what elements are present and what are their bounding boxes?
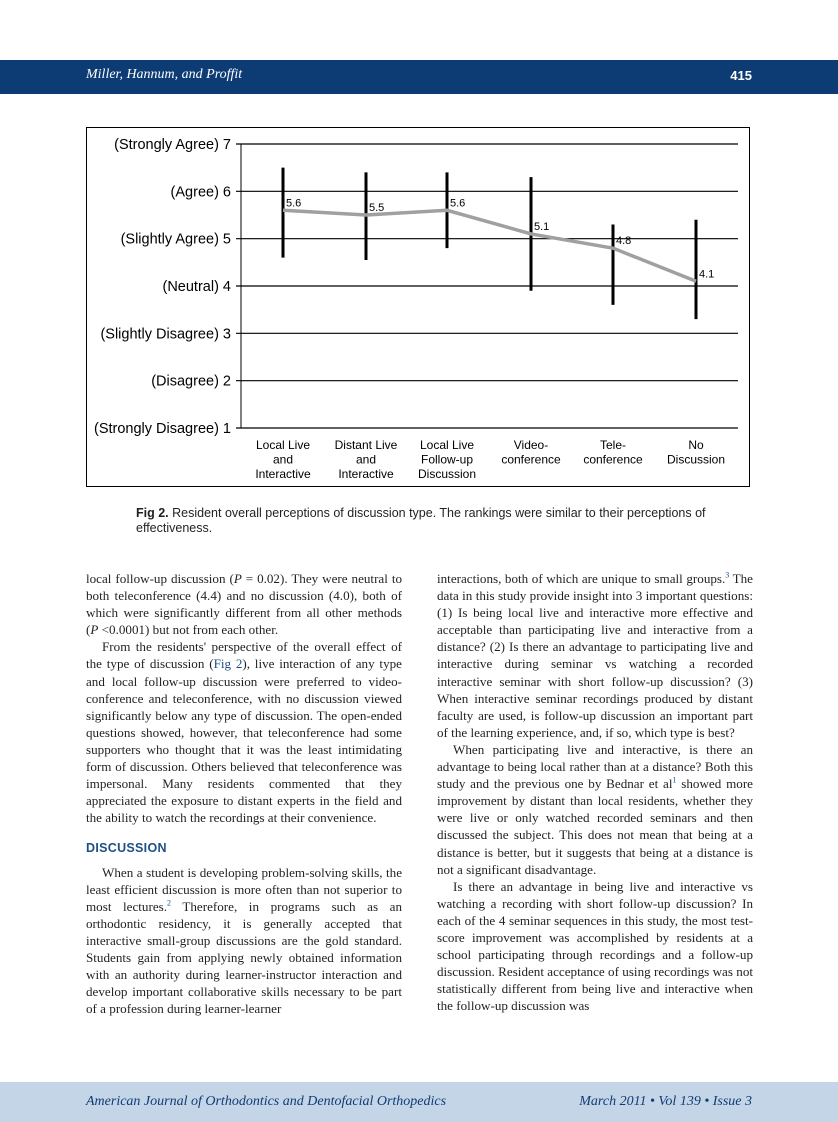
y-tick-label: (Disagree) 2 (151, 373, 231, 390)
x-tick-label: and (355, 452, 377, 467)
citation-link[interactable]: 1 (672, 775, 677, 785)
x-tick-label: Distant Live (334, 438, 398, 452)
paragraph: interactions, both of which are unique to small groups.$^3$ The data in this study provide insight into 3 important questions: (1) Is being local live and interactive more effective and acceptable than participating live and interactive from a distance? (2) Is there an advantage to participating live and interactive during seminar vs watching a recorded interactive seminar with short follow-up discussion? (3) When interactive seminar recordings produced by distant faculty are used, is follow-up discussion an important part of the learning experience, and, if so, which type is best? (437, 570, 753, 740)
left-column (86, 570, 402, 1017)
x-tick-label: Tele- (599, 438, 627, 452)
figure-caption-label: Fig 2. (136, 506, 169, 520)
series-line (283, 210, 696, 281)
x-tick-label: Discussion (666, 452, 726, 467)
data-label: 5.6 (450, 197, 466, 210)
paragraph: Is there an advantage in being live and interactive vs watching a recording with short follow-up discussion? In each of the 4 seminar sequences in this study, the most test-score improvement was accomplished by residents at a school participating through recordings and a follow-up discussion. Resident acceptance of using recordings was not statistically different from being live and interactive when the follow-up discussion was (437, 878, 753, 1014)
x-tick-label: Video- (513, 438, 549, 452)
data-label: 4.1 (699, 268, 715, 281)
x-tick-label: Local Live (255, 438, 311, 452)
x-tick-label: conference (501, 452, 561, 467)
running-header-authors: Miller, Hannum, and Proffit (86, 67, 243, 82)
y-tick-label: (Agree) 6 (170, 184, 231, 201)
x-tick-label: and (272, 452, 294, 467)
x-tick-label: Interactive (338, 467, 394, 481)
section-heading-discussion: DISCUSSION (86, 841, 167, 856)
y-tick-label: (Strongly Agree) 7 (114, 137, 231, 153)
running-footer (0, 1082, 838, 1122)
paragraph: From the residents' perspective of the overall effect of the type of discussion (Fig 2), live interaction of any type and local follow-up discussion were preferred to video-conference and teleconference, with no discussion viewed significantly below any type of discussion. The open-ended questions showed, however, that teleconference had some supporters who thought that it was the least intimidating form of discussion. Others believed that teleconference was impersonal. Many residents commented that they appreciated the exposure to distant experts in the field and the ability to watch the recordings at their convenience. (86, 639, 402, 826)
paragraph: local follow-up discussion (P = 0.02). They were neutral to both teleconference (4.4) and no discussion (4.0), both of which were significantly different from all other methods (P <0.0001) but not from each other. (86, 571, 402, 638)
x-tick-label: No (688, 438, 704, 452)
running-header (0, 60, 838, 94)
data-label: 4.8 (616, 235, 632, 248)
y-tick-label: (Strongly Disagree) 1 (94, 421, 231, 437)
data-label: 5.6 (286, 197, 302, 210)
data-label: 5.1 (534, 220, 550, 233)
x-tick-label: Discussion (417, 467, 477, 481)
citation-link[interactable]: 2 (167, 898, 172, 908)
x-tick-label: conference (583, 452, 643, 467)
paragraph: When participating live and interactive, is there an advantage to being local rather than at a distance? Both this study and the previous one by Bednar et al$^1$ showed more improvement by distant than local residents, whether they were live or only watched recorded seminars and then discussed the subject. This does not mean that being at a distance is better, but it suggests that being at a distance is not a significant disadvantage. (437, 741, 753, 877)
figure-caption-text: Resident overall perceptions of discussion type. The rankings were similar to their perceptions of effectiveness. (136, 506, 706, 535)
right-column (437, 570, 753, 1014)
paragraph: When a student is developing problem-solving skills, the least efficient discussion is more often than not superior to most lectures.$^2$ Therefore, in programs such as an orthodontic residency, it is generally accepted that interactive small-group discussions are the gold standard. Students gain from applying newly obtained information with an authority during learner-instructor interaction and develop important collaborative skills necessary to be part of a profession during learner-learner (86, 864, 402, 1017)
issue-info: March 2011 • Vol 139 • Issue 3 (579, 1094, 752, 1109)
figure-reference-link[interactable]: Fig 2 (213, 656, 243, 672)
page-number: 415 (730, 68, 752, 83)
x-tick-label: Follow-up (420, 452, 474, 467)
figure-2-chart (86, 127, 750, 489)
y-tick-label: (Neutral) 4 (162, 279, 231, 295)
y-tick-label: (Slightly Agree) 5 (120, 231, 231, 248)
y-tick-label: (Slightly Disagree) 3 (100, 326, 231, 343)
citation-link[interactable]: 3 (725, 570, 730, 580)
data-label: 5.5 (369, 202, 385, 214)
x-tick-label: Local Live (419, 438, 475, 452)
x-tick-label: Interactive (255, 467, 311, 481)
figure-caption (136, 506, 736, 536)
journal-name: American Journal of Orthodontics and Dentofacial Orthopedics (86, 1094, 447, 1109)
